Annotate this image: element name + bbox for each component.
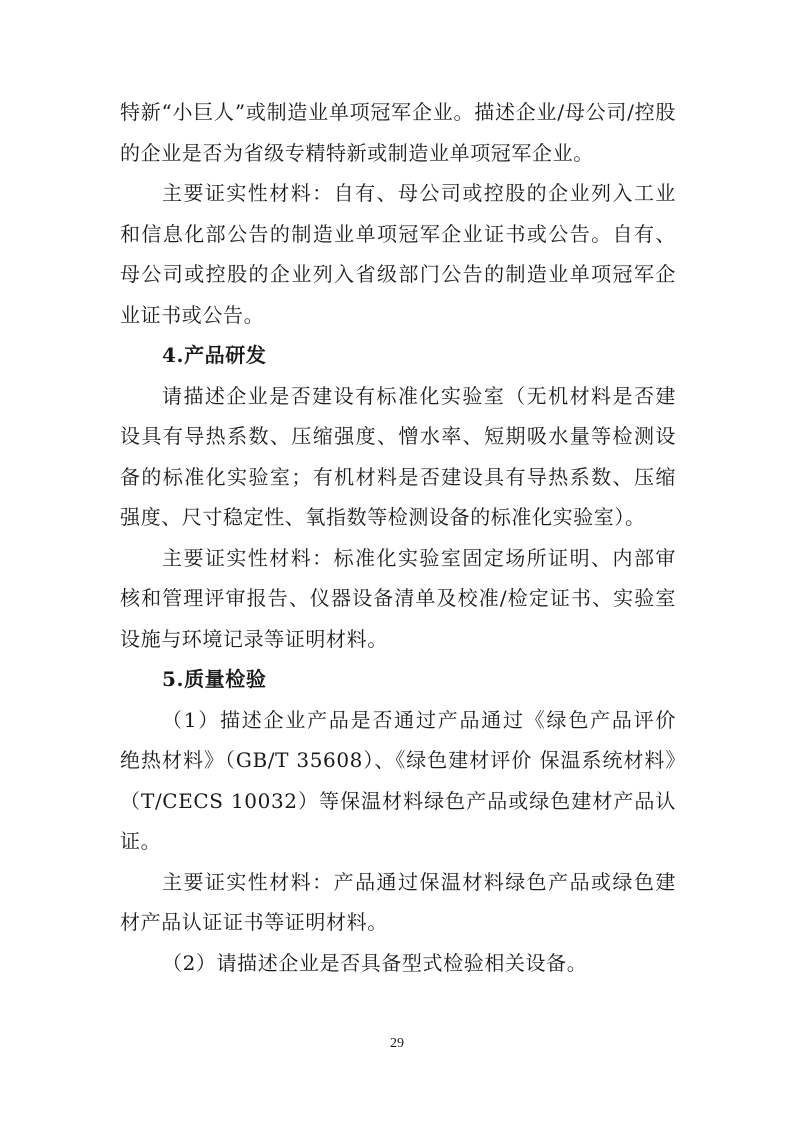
paragraph: 主要证实性材料：产品通过保温材料绿色产品或绿色建材产品认证证书等证明材料。 (120, 869, 676, 934)
paragraph: 特新“小巨人”或制造业单项冠军企业。描述企业/母公司/控股的企业是否为省级专精特新或制造业单项冠军企业。 (120, 100, 676, 165)
section-heading: 4.产品研发 (162, 343, 267, 367)
paragraph: （1）描述企业产品是否通过产品通过《绿色产品评价 绝热材料》（GB/T 35608）、《绿色建材评价 保温系统材料》（T/CECS 10032）等保温材料绿色产品或绿色建材产品认证。 (120, 707, 676, 853)
section-heading: 5.质量检验 (162, 667, 267, 691)
paragraph: （2）请描述企业是否具备型式检验相关设备。 (162, 950, 588, 975)
page-number: 29 (390, 1036, 404, 1051)
paragraph: 请描述企业是否建设有标准化实验室（无机材料是否建设具有导热系数、压缩强度、憎水率、短期吸水量等检测设备的标准化实验室；有机材料是否建设具有导热系数、压缩强度、尺寸稳定性、氧指数等检测设备的标准化实验室）。 (120, 383, 676, 529)
paragraph: 主要证实性材料：标准化实验室固定场所证明、内部审核和管理评审报告、仪器设备清单及校准/检定证书、实验室设施与环境记录等证明材料。 (120, 545, 676, 651)
paragraph: 主要证实性材料：自有、母公司或控股的企业列入工业和信息化部公告的制造业单项冠军企业证书或公告。自有、母公司或控股的企业列入省级部门公告的制造业单项冠军企业证书或公告。 (120, 181, 676, 327)
document-body (120, 92, 676, 983)
